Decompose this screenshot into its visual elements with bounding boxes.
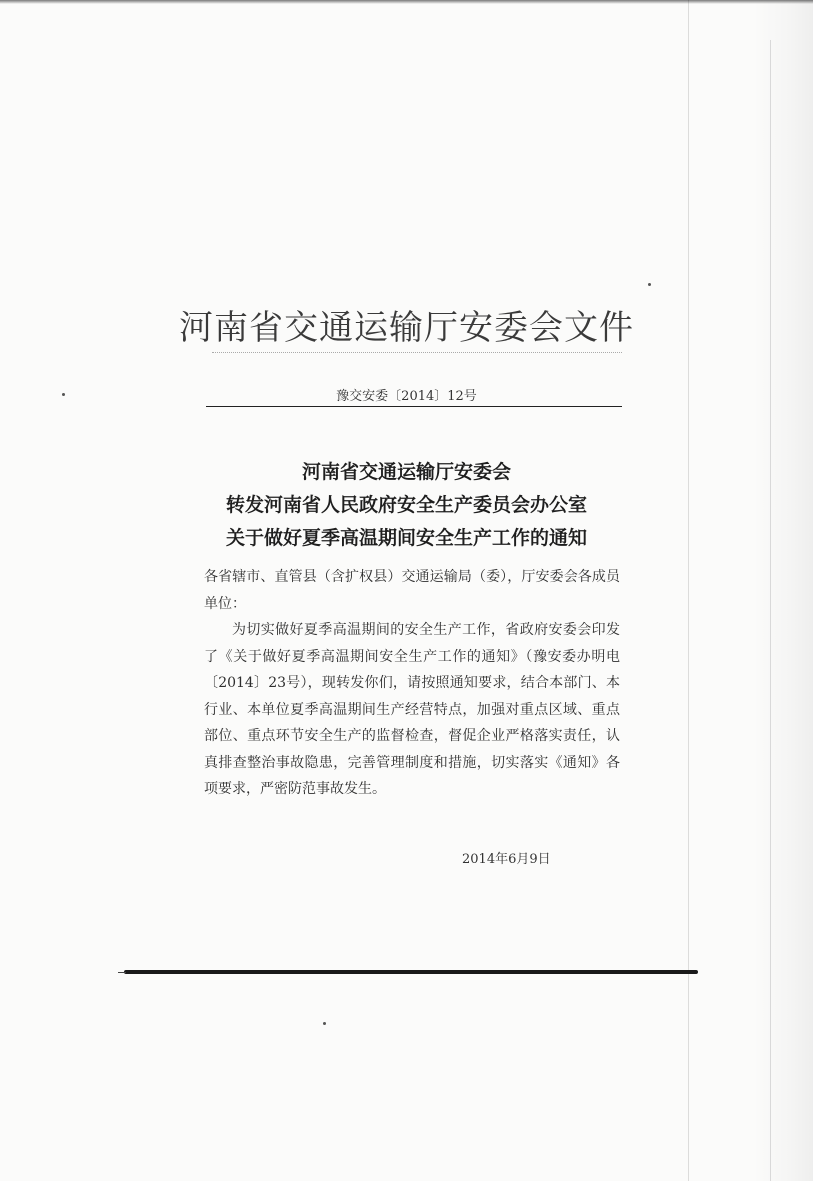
document-date: 2014年6月9日 (462, 852, 551, 867)
title-line-1: 河南省交通运输厅安委会 (301, 461, 511, 483)
body-paragraph: 为切实做好夏季高温期间的安全生产工作，省政府安委会印发了《关于做好夏季高温期间安全生产工作的通知》（豫安委办明电〔2014〕23号），现转发你们，请按照通知要求，结合本部门、本行业、本单位夏季高温期间生产经营特点，加强对重点区域、重点部位、重点环节安全生产的监督检查，督促企业严格落实责任，认真排查整治事故隐患，完善管理制度和措施，切实落实《通知》各项要求，严密防范事故发生。 (204, 622, 620, 797)
document-body (204, 564, 620, 803)
scan-artifact-line (770, 40, 771, 1181)
header-dotted-rule (212, 352, 622, 353)
footer-rule-tail (118, 972, 126, 973)
scan-speck (648, 283, 651, 286)
title-line-2: 转发河南省人民政府安全生产委员会办公室 (225, 494, 587, 516)
recipients: 各省辖市、直管县（含扩权县）交通运输局（委），厅安委会各成员单位： (204, 569, 620, 612)
scan-top-edge (0, 0, 813, 4)
title-line-3: 关于做好夏季高温期间安全生产工作的通知 (225, 527, 587, 549)
issuer-title: 河南省交通运输厅安委会文件 (179, 308, 634, 348)
scan-artifact-line (688, 0, 689, 1181)
document-title (0, 456, 813, 555)
footer-rule (124, 970, 698, 974)
scan-right-edge (753, 0, 813, 1181)
document-number: 豫交安委〔2014〕12号 (336, 389, 477, 404)
header-rule (206, 406, 622, 407)
scan-speck (323, 1022, 326, 1025)
